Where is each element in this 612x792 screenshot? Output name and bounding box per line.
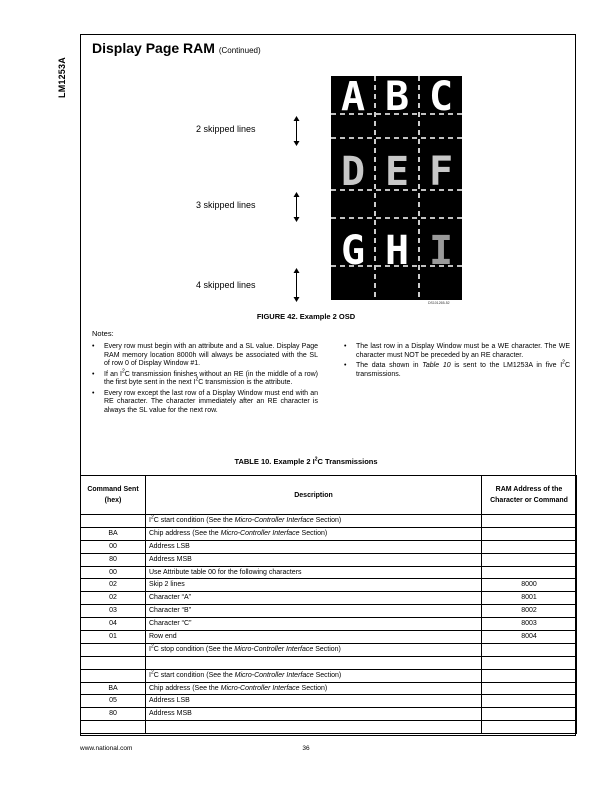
osd-character: B <box>384 76 410 120</box>
command-cell <box>81 515 146 528</box>
table-row <box>81 605 577 618</box>
notes-heading: Notes: <box>92 329 114 338</box>
description-cell: Row end <box>146 631 482 644</box>
address-cell <box>482 669 577 682</box>
address-cell: 8001 <box>482 592 577 605</box>
table-row <box>81 708 577 721</box>
section-title <box>92 40 261 56</box>
note-item: • Every row except the last row of a Display Window must end with an RE character. The character immediately after an RE character is always the SL value for the next row. <box>92 389 318 414</box>
header-description: Description <box>146 476 482 515</box>
osd-character: F <box>428 149 454 195</box>
bullet: • <box>92 343 95 350</box>
note-item: • If an $I^2C$ transmission finishes without an RE (in the middle of a row) the first byte sent in the next $I^2C$ transmission is the attribute. <box>92 368 318 386</box>
double-arrow-icon <box>292 116 301 146</box>
command-cell: BA <box>81 682 146 695</box>
address-cell <box>482 695 577 708</box>
description-cell: Character “C” <box>146 618 482 631</box>
osd-graphic <box>331 76 462 300</box>
note-item: • The last row in a Display Window must be a WE character. The WE character must NOT be preceded by an RE character. <box>344 343 570 359</box>
description-cell: Use Attribute table 00 for the following characters <box>146 566 482 579</box>
skip-label-2: 2 skipped lines <box>196 124 256 134</box>
header-command: Command Sent (hex) <box>81 476 146 515</box>
command-cell: 03 <box>81 605 146 618</box>
skip-label-4: 4 skipped lines <box>196 280 256 290</box>
command-cell <box>81 721 146 734</box>
description-cell: Address MSB <box>146 553 482 566</box>
table-row <box>81 527 577 540</box>
description-cell: $I^2C$ stop condition (See the Micro-Controller Interface Section) <box>146 643 482 656</box>
bullet: • <box>344 343 347 350</box>
table-row <box>81 566 577 579</box>
note-item: • Every row must begin with an attribute and a SL value. Display Page RAM memory location 8000h will always be associated with the SL of row 0 of Display Window #1. <box>92 343 318 367</box>
command-cell <box>81 643 146 656</box>
figure-caption: FIGURE 42. Example 2 OSD <box>256 312 356 321</box>
description-cell <box>146 721 482 734</box>
address-cell <box>482 643 577 656</box>
table-caption: TABLE 10. Example 2 $I^2C$ Transmissions <box>234 456 378 466</box>
table-row <box>81 721 577 734</box>
command-cell: 80 <box>81 708 146 721</box>
table-row <box>81 579 577 592</box>
osd-character: E <box>384 149 410 195</box>
table-header-row <box>81 476 577 515</box>
osd-display <box>331 76 462 300</box>
description-cell: Address LSB <box>146 540 482 553</box>
description-cell: Address MSB <box>146 708 482 721</box>
osd-character: G <box>340 228 366 274</box>
osd-character: A <box>340 76 366 120</box>
transmission-table <box>80 475 577 734</box>
table-row <box>81 618 577 631</box>
bullet: • <box>344 362 347 369</box>
description-cell: Address LSB <box>146 695 482 708</box>
table-row <box>81 631 577 644</box>
command-cell: 01 <box>81 631 146 644</box>
address-cell <box>482 515 577 528</box>
address-cell: 8004 <box>482 631 577 644</box>
address-cell <box>482 656 577 669</box>
osd-character: D <box>340 149 366 195</box>
figure-code: DS101265-52 <box>428 301 450 305</box>
bullet: • <box>92 370 95 378</box>
address-cell: 8000 <box>482 579 577 592</box>
section-title-continued: (Continued) <box>218 46 261 55</box>
description-cell: Chip address (See the Micro-Controller Interface Section) <box>146 527 482 540</box>
command-cell: 02 <box>81 579 146 592</box>
bullet: • <box>92 389 95 397</box>
command-cell: 00 <box>81 566 146 579</box>
description-cell: $I^2C$ start condition (See the Micro-Controller Interface Section) <box>146 669 482 682</box>
description-cell: Chip address (See the Micro-Controller Interface Section) <box>146 682 482 695</box>
command-cell: 00 <box>81 540 146 553</box>
description-cell: Character “B” <box>146 605 482 618</box>
table-row <box>81 553 577 566</box>
footer-website: www.national.com <box>80 745 133 752</box>
description-cell <box>146 656 482 669</box>
table-row <box>81 682 577 695</box>
address-cell <box>482 721 577 734</box>
command-cell: 05 <box>81 695 146 708</box>
address-cell <box>482 527 577 540</box>
table-row <box>81 656 577 669</box>
skip-label-3: 3 skipped lines <box>196 200 256 210</box>
address-cell: 8003 <box>482 618 577 631</box>
table-row <box>81 643 577 656</box>
address-cell <box>482 553 577 566</box>
notes-right-column <box>344 343 570 381</box>
table-row <box>81 540 577 553</box>
address-cell: 8002 <box>482 605 577 618</box>
table-row <box>81 695 577 708</box>
address-cell <box>482 540 577 553</box>
description-cell: $I^2C$ start condition (See the Micro-Controller Interface Section) <box>146 515 482 528</box>
note-item: • The data shown in Table 10 is sent to the LM1253A in five $I^2C$ transmissions. <box>344 359 571 378</box>
address-cell <box>482 708 577 721</box>
description-cell: Skip 2 lines <box>146 579 482 592</box>
command-cell <box>81 669 146 682</box>
double-arrow-icon <box>292 268 301 302</box>
osd-character: I <box>428 228 454 274</box>
osd-character: C <box>428 76 454 120</box>
command-cell: 04 <box>81 618 146 631</box>
address-cell <box>482 682 577 695</box>
notes-left-column <box>92 343 318 417</box>
double-arrow-icon <box>292 192 301 222</box>
table-row <box>81 592 577 605</box>
osd-character: H <box>384 228 410 274</box>
table-row <box>81 515 577 528</box>
command-cell: BA <box>81 527 146 540</box>
section-title-text: Display Page RAM <box>92 40 215 56</box>
footer-page-number: 36 <box>302 745 310 752</box>
header-ram-address: RAM Address of the Character or Command <box>482 476 577 515</box>
description-cell: Character “A” <box>146 592 482 605</box>
command-cell: 80 <box>81 553 146 566</box>
address-cell <box>482 566 577 579</box>
table-row <box>81 669 577 682</box>
command-cell: 02 <box>81 592 146 605</box>
side-part-label: LM1253A <box>57 57 67 98</box>
command-cell <box>81 656 146 669</box>
